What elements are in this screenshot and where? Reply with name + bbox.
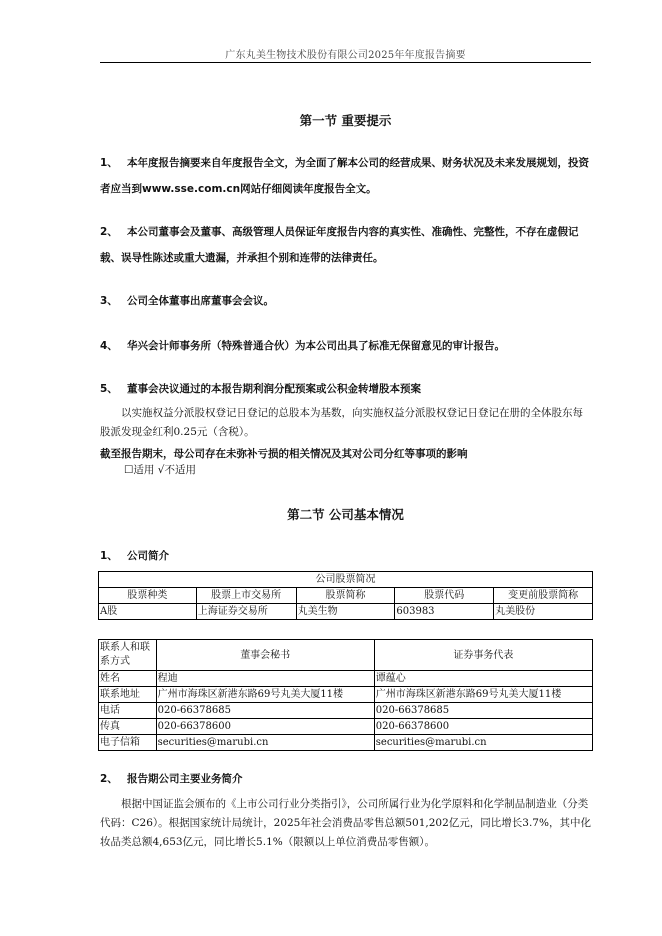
- page-header: 广东丸美生物技术股份有限公司2025年年度报告摘要: [225, 50, 466, 61]
- section2-title: 第二节 公司基本情况: [287, 507, 404, 522]
- contact-value-rep: 020-66378600: [374, 719, 592, 735]
- stock-header-former-name: 变更前股票简称: [494, 588, 593, 604]
- notice-item-2-num: 2、: [100, 226, 118, 238]
- contact-corner-cell: 联系人和联系方式: [99, 640, 157, 671]
- notice-item-3-text: 公司全体董事出席董事会会议。: [127, 295, 274, 307]
- contact-label: 电子信箱: [99, 735, 157, 751]
- contact-value-secretary: 020-66378685: [156, 703, 374, 719]
- stock-cell-short-name: 丸美生物: [296, 604, 395, 620]
- stock-header-exchange: 股票上市交易所: [196, 588, 296, 604]
- stock-table: [98, 571, 593, 620]
- notice-item-2-text: 本公司董事会及董事、高级管理人员保证年度报告内容的真实性、准确性、完整性，不存在虚假记载、误导性陈述或重大遗漏，并承担个别和连带的法律责任。: [100, 226, 579, 264]
- notice-item-3-num: 3、: [100, 295, 118, 307]
- contact-value-secretary: 广州市海珠区新港东路69号丸美大厦11楼: [156, 687, 374, 703]
- contact-value-rep: 谭蕴心: [374, 671, 592, 687]
- stock-cell-former-name: 丸美股份: [494, 604, 593, 620]
- contact-header-rep: 证券事务代表: [374, 640, 592, 671]
- stock-header-type: 股票种类: [99, 588, 197, 604]
- table-row: [99, 735, 593, 751]
- business-heading: [100, 766, 591, 792]
- company-intro-heading: [100, 543, 591, 569]
- contact-value-rep: securities@marubi.cn: [374, 735, 592, 751]
- contact-label: 姓名: [99, 671, 157, 687]
- stock-table-caption: 公司股票简况: [99, 572, 593, 588]
- stock-cell-type: A股: [99, 604, 197, 620]
- stock-header-short-name: 股票简称: [296, 588, 395, 604]
- business-heading-text: 报告期公司主要业务简介: [127, 773, 243, 785]
- notice-item-2: [100, 219, 591, 271]
- contact-label: 传真: [99, 719, 157, 735]
- table-row: [99, 671, 593, 687]
- contact-value-secretary: 程迪: [156, 671, 374, 687]
- contact-value-secretary: 020-66378600: [156, 719, 374, 735]
- contact-value-rep: 广州市海珠区新港东路69号丸美大厦11楼: [374, 687, 592, 703]
- contact-value-rep: 020-66378685: [374, 703, 592, 719]
- contact-header-secretary: 董事会秘书: [156, 640, 374, 671]
- notice-item-5-text: 董事会决议通过的本报告期利润分配预案或公积金转增股本预案: [127, 383, 421, 395]
- notice-item-5-num: 5、: [100, 383, 118, 395]
- notice-item-1-text: 本年度报告摘要来自年度报告全文，为全面了解本公司的经营成果、财务状况及未来发展规划，投资者应当到www.sse.com.cn网站仔细阅读年度报告全文。: [100, 157, 589, 195]
- contact-table: [98, 639, 593, 751]
- table-row: [99, 703, 593, 719]
- stock-header-code: 股票代码: [395, 588, 494, 604]
- profit-distribution-text: 以实施权益分派股权登记日登记的总股本为基数，向实施权益分派股权登记日登记在册的全体股东每股派发现金红利0.25元（含税）。: [100, 407, 583, 438]
- notice-item-4: [100, 333, 591, 359]
- contact-label: 联系地址: [99, 687, 157, 703]
- contact-label: 电话: [99, 703, 157, 719]
- notice-item-4-num: 4、: [100, 340, 118, 352]
- table-row: [99, 719, 593, 735]
- notice-item-3: [100, 288, 591, 314]
- business-description: 根据中国证监会颁布的《上市公司行业分类指引》，公司所属行业为化学原料和化学制品制造业（分类代码：C26）。根据国家统计局统计，2025年社会消费品零售总额501,202亿元，同比增长3.7%，其中化妆品类总额4,653亿元，同比增长5.1%（限额以上单位消费品零售额）。: [100, 798, 591, 848]
- notice-item-4-text: 华兴会计师事务所（特殊普通合伙）为本公司出具了标准无保留意见的审计报告。: [127, 340, 505, 352]
- business-heading-num: 2、: [100, 773, 118, 785]
- notice-item-5: [100, 376, 591, 402]
- notice-item-1-num: 1、: [100, 157, 118, 169]
- stock-cell-code: 603983: [395, 604, 494, 620]
- company-intro-text: 公司简介: [127, 550, 169, 562]
- notice-item-1: [100, 150, 591, 202]
- table-row: [99, 687, 593, 703]
- company-intro-num: 1、: [100, 550, 118, 562]
- applicable-checkbox-line: ☐适用 √不适用: [124, 464, 196, 476]
- deficit-statement: 截至报告期末，母公司存在未弥补亏损的相关情况及其对公司分红等事项的影响: [100, 448, 468, 460]
- contact-value-secretary: securities@marubi.cn: [156, 735, 374, 751]
- stock-cell-exchange: 上海证券交易所: [196, 604, 296, 620]
- section1-title: 第一节 重要提示: [299, 113, 392, 128]
- header-divider: [100, 62, 591, 63]
